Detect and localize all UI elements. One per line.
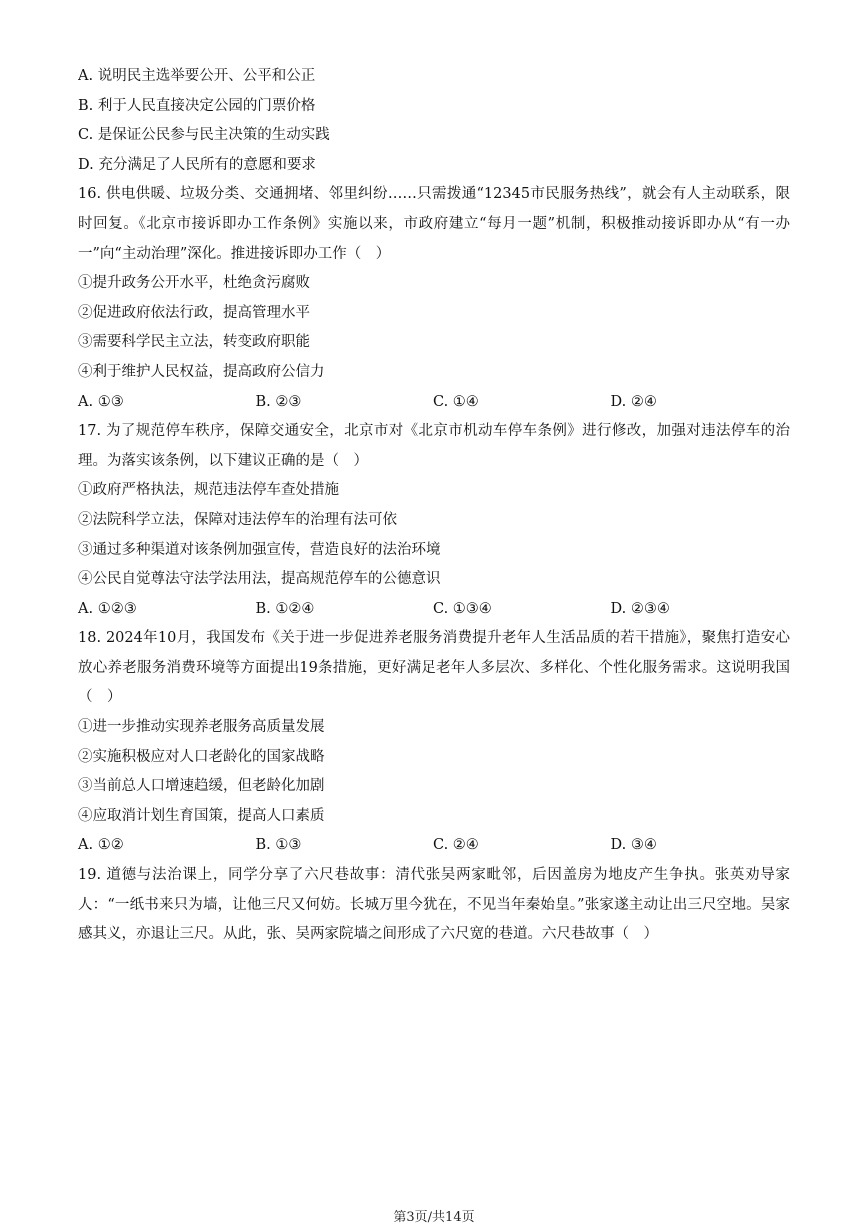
q15-option-a: A. 说明民主选举要公开、公平和公正 [78,68,316,84]
q18-item-4: ④应取消计划生育国策，提高人口素质 [78,807,325,824]
q17-item-2: ②法院科学立法，保障对违法停车的治理有法可依 [78,511,397,528]
q18-options [78,831,790,861]
q17-item-1: ①政府严格执法，规范违法停车查处措施 [78,482,339,499]
q17-option-a: A. ①②③ [78,600,137,617]
q17-options [78,595,790,625]
q16-item-1: ①提升政务公开水平，杜绝贪污腐败 [78,275,310,292]
q16-item-2: ②促进政府依法行政，提高管理水平 [78,304,310,321]
q18-option-b: B. ①③ [255,837,302,854]
q18-item-2: ②实施积极应对人口老龄化的国家战略 [78,748,325,765]
q16-options [78,388,790,418]
q15-option-b: B. 利于人民直接决定公园的门票价格 [78,97,316,114]
q17-option-d: D. ②③④ [610,600,670,617]
q17-option-c: C. ①③④ [433,600,492,617]
q17-stem: 17. 为了规范停车秩序，保障交通安全，北京市对《北京市机动车停车条例》进行修改，加强对违法停车的治理。为落实该条例，以下建议正确的是（ ） [78,423,790,469]
q18-option-c: C. ②④ [433,837,479,854]
q17-item-3: ③通过多种渠道对该条例加强宣传，营造良好的法治环境 [78,541,441,558]
q16-option-c: C. ①④ [433,393,479,410]
q16-item-4: ④利于维护人民权益，提高政府公信力 [78,363,325,380]
q16-option-a: A. ①③ [78,393,124,410]
page-content [78,62,790,950]
q17-item-4: ④公民自觉尊法守法学法用法，提高规范停车的公德意识 [78,571,441,588]
q15-option-c: C. 是保证公民参与民主决策的生动实践 [78,127,330,144]
q16-option-b: B. ②③ [255,393,302,410]
q17-option-b: B. ①②④ [255,600,315,617]
q16-stem: 16. 供电供暖、垃圾分类、交通拥堵、邻里纠纷……只需拨通“12345市民服务热线”，就会有人主动联系，限时回复。《北京市接诉即办工作条例》实施以来，市政府建立“每月一题”机制，积极推动接诉即办从“有一办一”向“主动治理”深化。推进接诉即办工作（ ） [78,186,790,262]
q19-stem: 19. 道德与法治课上，同学分享了六尺巷故事：清代张吴两家毗邻，后因盖房为地皮产生争执。张英劝导家人：“一纸书来只为墙，让他三尺又何妨。长城万里今犹在，不见当年秦始皇。”张家遂主动让出三尺空地。吴家感其义，亦退让三尺。从此，张、吴两家院墙之间形成了六尺宽的巷道。六尺巷故事（ ） [78,867,790,943]
page-footer: 第3页/共14页 [393,1210,475,1225]
q15-option-d: D. 充分满足了人民所有的意愿和要求 [78,156,316,173]
q16-option-d: D. ②④ [610,393,657,410]
q18-option-d: D. ③④ [610,837,657,854]
q18-item-1: ①进一步推动实现养老服务高质量发展 [78,719,325,736]
q16-item-3: ③需要科学民主立法，转变政府职能 [78,334,310,351]
q18-item-3: ③当前总人口增速趋缓，但老龄化加剧 [78,778,325,795]
q18-stem: 18. 2024年10月，我国发布《关于进一步促进养老服务消费提升老年人生活品质的若干措施》，聚焦打造安心放心养老服务消费环境等方面提出19条措施，更好满足老年人多层次、多样化、个性化服务需求。这说明我国（ ） [78,630,790,706]
q18-option-a: A. ①② [78,837,124,854]
